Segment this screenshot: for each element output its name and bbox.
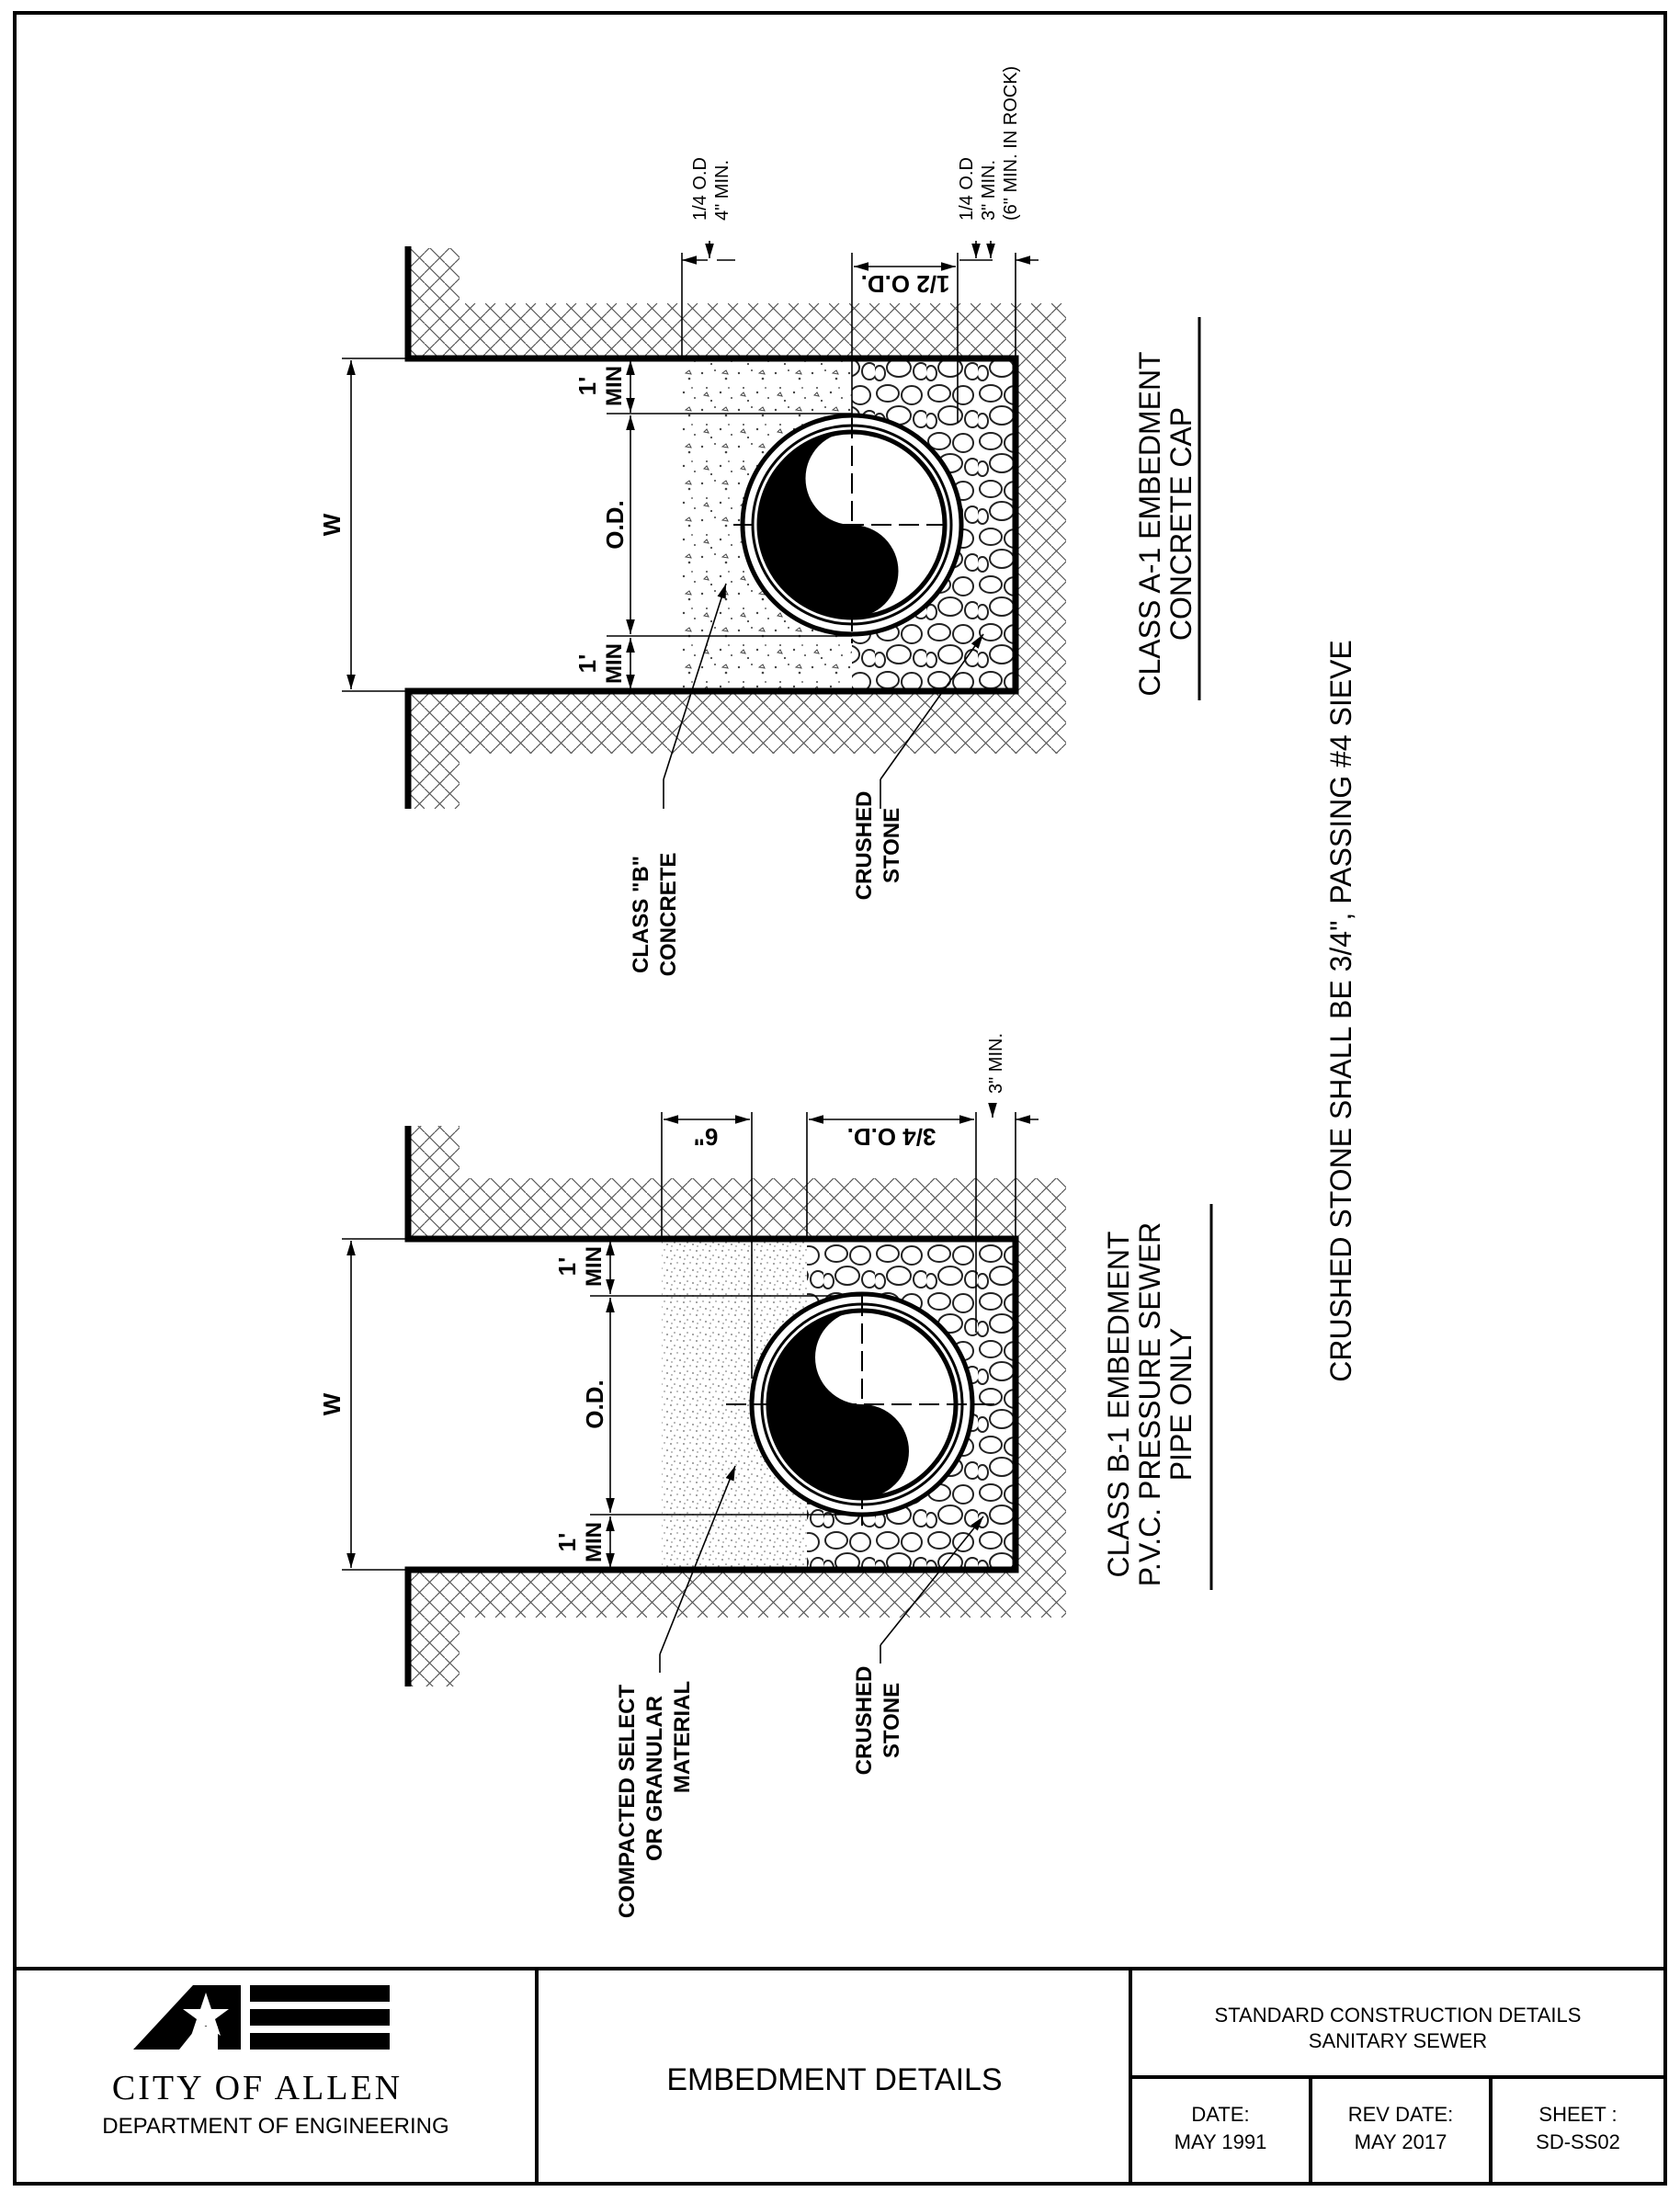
title-a1-2: CONCRETE CAP xyxy=(1164,406,1198,642)
dim-od-b1: O.D. xyxy=(581,1380,608,1429)
label-stone-b1-1: CRUSHED xyxy=(852,1665,877,1776)
label-select-b1-1: COMPACTED SELECT xyxy=(615,1684,640,1919)
dim-min-top-a1: MIN xyxy=(602,366,627,406)
dim-half-od-a1: 1/2 O.D. xyxy=(860,270,950,298)
dim-three-quarter-od-b1: 3/4 O.D. xyxy=(846,1123,936,1151)
dim-1ft-bottom-b1: 1' xyxy=(553,1532,581,1552)
dim-1ft-bottom-a1: 1' xyxy=(573,653,601,674)
title-a1-1: CLASS A-1 EMBEDMENT xyxy=(1133,351,1166,697)
sheet-label: SHEET : xyxy=(1538,2103,1618,2126)
date-label: DATE: xyxy=(1191,2103,1250,2126)
label-select-b1-2: OR GRANULAR xyxy=(642,1696,667,1861)
drawing-title: EMBEDMENT DETAILS xyxy=(666,2062,1003,2097)
title-b1-2: P.V.C. PRESSURE SEWER xyxy=(1133,1221,1166,1587)
label-concrete-a1-2: CONCRETE xyxy=(656,852,681,977)
general-note: CRUSHED STONE SHALL BE 3/4", PASSING #4 SIEVE xyxy=(1324,640,1357,1382)
rev-date-value: MAY 2017 xyxy=(1354,2130,1447,2153)
label-concrete-a1-1: CLASS "B" xyxy=(629,855,653,974)
org-name: CITY OF ALLEN xyxy=(111,2069,403,2107)
date-value: MAY 1991 xyxy=(1174,2130,1267,2153)
label-select-b1-3: MATERIAL xyxy=(670,1680,695,1794)
dim-w-a1: W xyxy=(318,513,346,537)
dim-6in-b1: 6" xyxy=(693,1123,719,1151)
dim-min-top-b1: MIN xyxy=(582,1246,607,1287)
title-b1-1: CLASS B-1 EMBEDMENT xyxy=(1102,1231,1135,1578)
rev-date-label: REV DATE: xyxy=(1347,2103,1454,2126)
note-right-a1-2: 3" MIN. xyxy=(979,160,999,221)
drawing-border xyxy=(13,11,1667,2186)
dim-min-bottom-a1: MIN xyxy=(602,643,627,684)
sheet-value: SD-SS02 xyxy=(1536,2130,1620,2153)
label-stone-a1-1: CRUSHED xyxy=(852,790,877,901)
note-right-a1-3: (6" MIN. IN ROCK) xyxy=(1001,65,1021,221)
series-line-2: SANITARY SEWER xyxy=(1308,2029,1488,2052)
note-right-a1-1: 1/4 O.D xyxy=(957,157,977,221)
dim-1ft-top-b1: 1' xyxy=(553,1256,581,1277)
series-line-1: STANDARD CONSTRUCTION DETAILS xyxy=(1214,2004,1582,2027)
label-stone-a1-2: STONE xyxy=(880,807,904,884)
department-name: DEPARTMENT OF ENGINEERING xyxy=(102,2114,449,2139)
label-stone-b1-2: STONE xyxy=(880,1682,904,1759)
note-right-b1: 3" MIN. xyxy=(986,1033,1006,1094)
dim-od-a1: O.D. xyxy=(601,500,629,550)
dim-min-bottom-b1: MIN xyxy=(582,1522,607,1562)
note-left-a1-1: 1/4 O.D xyxy=(690,157,710,221)
dim-1ft-top-a1: 1' xyxy=(573,376,601,396)
dim-w-b1: W xyxy=(318,1392,346,1416)
note-left-a1-2: 4" MIN. xyxy=(712,160,732,221)
title-b1-3: PIPE ONLY xyxy=(1164,1327,1198,1482)
